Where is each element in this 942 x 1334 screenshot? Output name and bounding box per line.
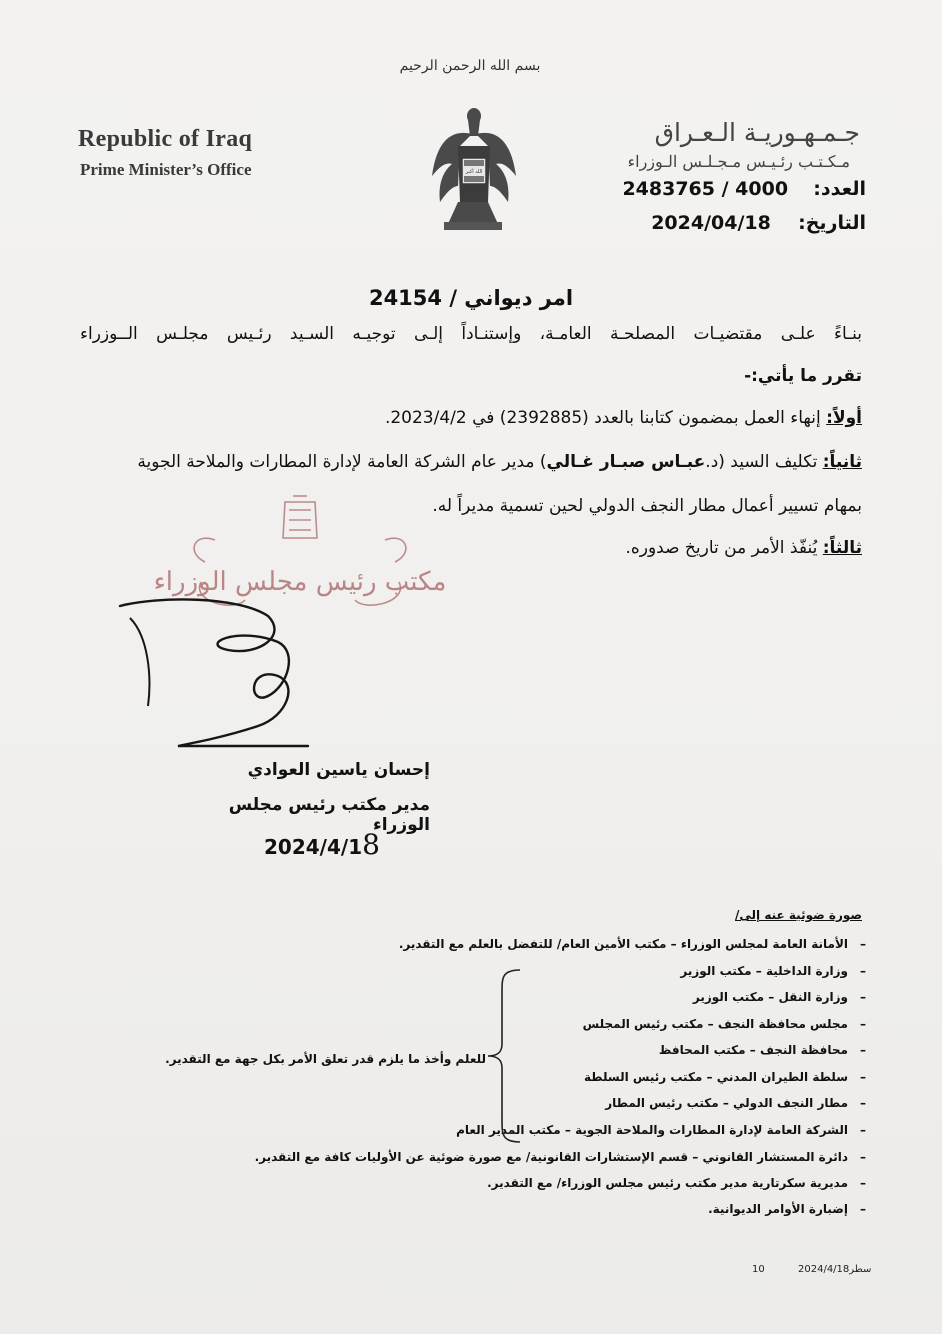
preamble: بنـاءً علـى مقتضيـات المصلحـة العامـة، وإستنـاداً إلـى توجيـه السـيد رئـيس مجلـس الــوزراء [80,324,862,344]
iraq-eagle-emblem-icon [428,106,518,234]
number-value: 2483765 / 4000 [622,178,789,200]
date-row [651,212,866,234]
copy-item: –مجلس محافظة النجف – مكتب رئيس المجلس [582,1017,866,1031]
copy-item: –مديرية سكرتارية مدير مكتب رئيس مجلس الوزراء/ مع التقدير. [487,1176,866,1190]
clause-second-cont: بمهام تسيير أعمال مطار النجف الدولي لحين تسمية مديراً له. [432,496,862,516]
arabic-title: جـمـهـوريـة الـعـراق [654,118,860,147]
svg-text:الله أكبر: الله أكبر [465,169,483,175]
english-subtitle: Prime Minister’s Office [80,160,252,179]
copy-item: –وزارة الداخلية – مكتب الوزير [680,964,866,978]
handwritten-signature [118,596,318,752]
copy-item: –سلطة الطيران المدني – مكتب رئيس السلطة [584,1070,866,1084]
clause-first-label: أولاً: [826,408,862,428]
clause-second-name: عبـاس صبـار غـالي [546,452,706,472]
clause-third [625,538,862,558]
number-label: العدد: [813,178,866,200]
signatory-title: مدير مكتب رئيس مجلس الوزراء [228,795,430,835]
footer-stamp-date: 2024/4/18سطر [798,1264,872,1275]
clause-first [385,408,862,428]
clause-first-text: إنهاء العمل بمضمون كتابنا بالعدد (2392885) في 2023/4/2. [384,408,821,428]
english-title: Republic of Iraq [78,126,253,152]
seal-text: مكتب رئيس مجلس الوزراء [153,567,447,597]
reference-number-row [622,178,866,200]
copy-item: –إضبارة الأوامر الديوانية. [708,1202,866,1216]
clause-third-label: ثالثاً: [822,538,862,558]
copy-item: –الشركة العامة لإدارة المطارات والملاحة الجوية – مكتب المدير العام [456,1123,866,1137]
date-label: التاريخ: [798,212,866,234]
clause-second-label: ثانياً: [822,452,862,472]
decided-line: تقرر ما يأتي:- [744,366,862,386]
clause-third-text: يُنفّذ الأمر من تاريخ صدوره. [625,538,818,558]
copies-heading: صورة ضوئية عنه إلى/ [735,908,862,922]
order-title: امر ديواني / 24154 [368,286,574,310]
date-value: 2024/04/18 [651,212,771,234]
clause-second-text-b: ) مدير عام الشركة العامة لإدارة المطارات والملاحة الجوية [137,452,547,472]
clause-second [137,452,862,472]
copy-item: –دائرة المستشار القانوني – قسم الإستشارات القانونية/ مع صورة ضوئية عن الأوليات كافة مع التقدير. [254,1150,866,1164]
signature-date-printed: 2024/4/1 [264,835,363,859]
copy-item: –الأمانة العامة لمجلس الوزراء – مكتب الأمين العام/ للتفضل بالعلم مع التقدير. [398,937,866,951]
clause-second-text-a: تكليف السيد (د. [705,452,818,472]
signatory-name: إحسان ياسين العوادي [247,760,430,780]
basmala: بسم الله الرحمن الرحيم [399,58,541,74]
signature-date [264,828,380,861]
footer-page-number: 10 [752,1264,765,1275]
copy-item: –مطار النجف الدولي – مكتب رئيس المطار [605,1096,866,1110]
signature-date-handwritten: 8 [362,828,380,861]
copy-item: –محافظة النجف – مكتب المحافظ [658,1043,866,1057]
grouping-brace [484,968,524,1144]
copy-item: –وزارة النقل – مكتب الوزير [692,990,866,1004]
arabic-subtitle: مـكـتـب رئـيـس مـجـلـس الـوزراء [627,152,850,171]
brace-note: للعلم وأخذ ما يلزم قدر تعلق الأمر بكل جهة مع التقدير. [165,1052,486,1066]
